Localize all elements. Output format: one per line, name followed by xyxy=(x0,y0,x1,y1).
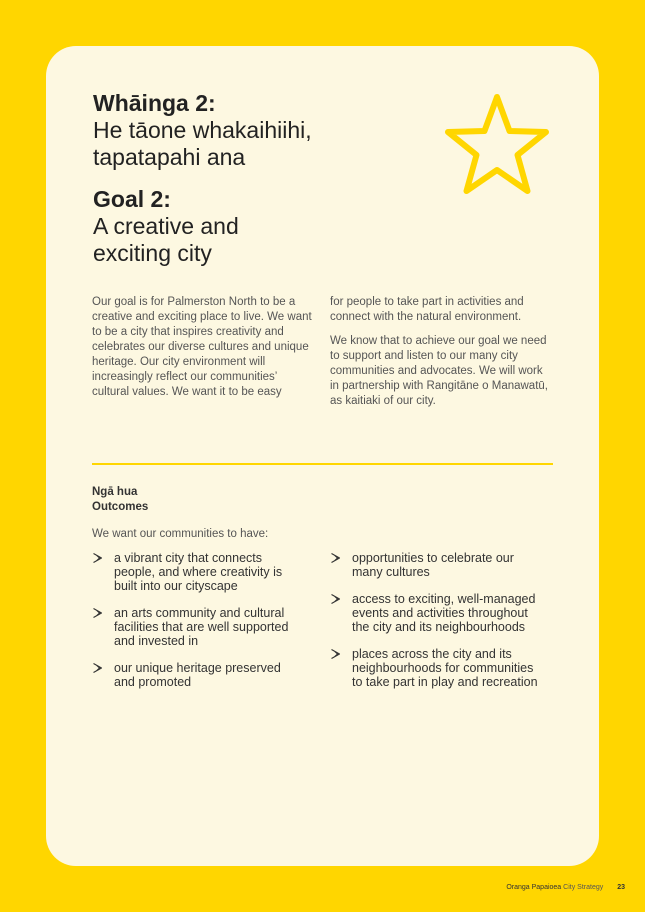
chevron-right-icon xyxy=(330,552,342,564)
body-column-right xyxy=(330,295,552,418)
star-icon xyxy=(441,92,553,200)
outcomes-heading xyxy=(92,485,148,515)
maori-goal-title: Whāinga 2: xyxy=(93,90,216,116)
outcomes-intro: We want our communities to have: xyxy=(92,528,269,540)
list-item xyxy=(92,551,302,593)
section-divider xyxy=(92,463,553,465)
list-item xyxy=(330,551,540,579)
chevron-right-icon xyxy=(330,593,342,605)
maori-heading xyxy=(93,90,413,171)
page-footer xyxy=(506,883,625,892)
list-item-text: an arts community and cultural facilities that are well supported and invested in xyxy=(114,606,289,648)
body-paragraph: Our goal is for Palmerston North to be a creative and exciting place to live. We want to be a city that inspires creativity and celebrates our diverse cultures and unique heritage. Our city environment will increasingly reflect our communities’ cultural values. We want it to be easy xyxy=(92,296,312,398)
list-item-text: our unique heritage preserved and promoted xyxy=(114,661,281,689)
body-column-left xyxy=(92,295,314,409)
chevron-right-icon xyxy=(330,648,342,660)
outcomes-title-maori: Ngā hua xyxy=(92,486,138,498)
english-heading xyxy=(93,186,413,267)
chevron-right-icon xyxy=(92,607,104,619)
maori-goal-line-2: tapatapahi ana xyxy=(93,144,246,170)
outcomes-title-english: Outcomes xyxy=(92,501,149,513)
list-item xyxy=(92,606,302,648)
content-card xyxy=(46,46,599,866)
body-paragraph: We know that to achieve our goal we need to support and listen to our many city communities and advocates. We will work in partnership with Rangitāne o Manawatū, as kaitiaki of our city. xyxy=(330,335,548,407)
english-goal-line-1: A creative and xyxy=(93,213,239,239)
maori-goal-line-1: He tāone whakaihiihi, xyxy=(93,117,312,143)
outcomes-list-left xyxy=(92,551,302,702)
chevron-right-icon xyxy=(92,662,104,674)
list-item-text: a vibrant city that connects people, and where creativity is built into our cityscape xyxy=(114,551,283,593)
footer-subtitle: City Strategy xyxy=(563,884,604,891)
english-goal-title: Goal 2: xyxy=(93,186,171,212)
list-item xyxy=(330,647,540,689)
list-item-text: places across the city and its neighbourhoods for communities to take part in play and recreation xyxy=(352,647,538,689)
chevron-right-icon xyxy=(92,552,104,564)
page-number: 23 xyxy=(617,884,625,891)
body-paragraph: for people to take part in activities and connect with the natural environment. xyxy=(330,296,524,323)
list-item-text: opportunities to celebrate our many cultures xyxy=(352,551,514,579)
list-item xyxy=(92,661,302,689)
outcomes-list-right xyxy=(330,551,540,702)
list-item-text: access to exciting, well-managed events and activities throughout the city and its neighbourhoods xyxy=(352,592,536,634)
footer-title: Oranga Papaioea xyxy=(506,884,562,891)
list-item xyxy=(330,592,540,634)
english-goal-line-2: exciting city xyxy=(93,240,212,266)
